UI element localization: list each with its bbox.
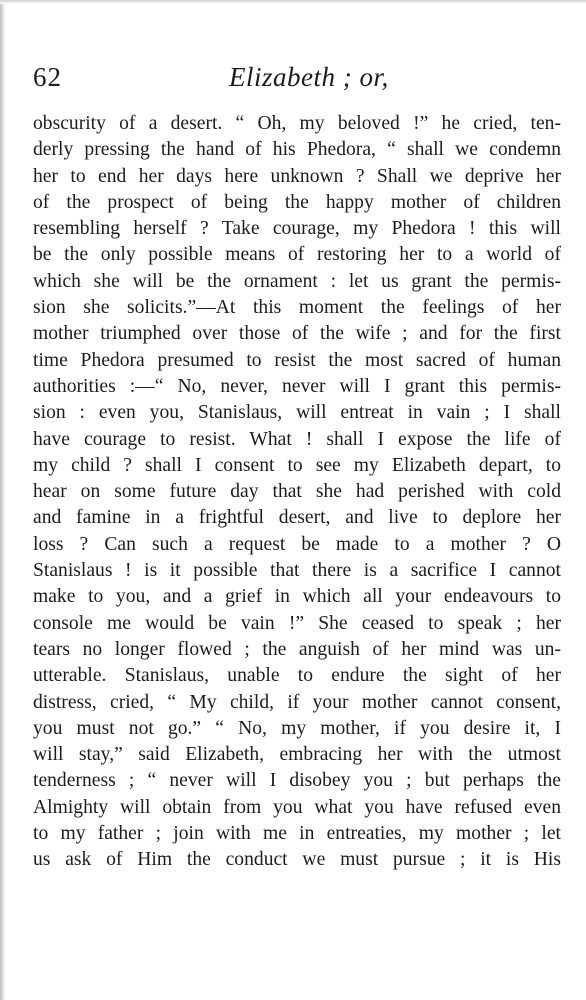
text-line: resembling herself ? Take courage, my Phedora ! this will xyxy=(33,218,561,240)
text-line: derly pressing the hand of his Phedora, “ shall we condemn xyxy=(33,139,561,161)
body-text xyxy=(33,111,561,874)
page-number: 62 xyxy=(33,62,62,92)
text-line: time Phedora presumed to resist the most sacred of human xyxy=(33,349,561,371)
text-line: you must not go.” “ No, my mother, if you desire it, I xyxy=(33,717,561,739)
text-line: sion : even you, Stanislaus, will entreat in vain ; I shall xyxy=(33,402,561,424)
running-head xyxy=(33,62,561,96)
text-line: her to end her days here unknown ? Shall we deprive her xyxy=(33,165,561,187)
page-edge-shadow xyxy=(0,0,6,1000)
text-line: mother triumphed over those of the wife ; and for the first xyxy=(33,323,561,345)
text-line: obscurity of a desert. “ Oh, my beloved !” he cried, ten- xyxy=(33,113,561,134)
text-line: and famine in a frightful desert, and live to deplore her xyxy=(33,507,561,529)
text-line: us ask of Him the conduct we must pursue ; it is His xyxy=(33,849,561,871)
text-line: Almighty will obtain from you what you have refused even xyxy=(33,796,561,818)
text-line: to my father ; join with me in entreaties, my mother ; let xyxy=(33,823,561,845)
text-line: be the only possible means of restoring her to a world of xyxy=(33,244,561,266)
text-line: utterable. Stanislaus, unable to endure the sight of her xyxy=(33,665,561,687)
text-line: loss ? Can such a request be made to a mother ? O xyxy=(33,533,561,555)
text-line: tears no longer flowed ; the anguish of her mind was un- xyxy=(33,638,561,660)
text-line: have courage to resist. What ! shall I expose the life of xyxy=(33,428,561,450)
text-line: make to you, and a grief in which all your endeavours to xyxy=(33,586,561,608)
text-line: will stay,” said Elizabeth, embracing her with the utmost xyxy=(33,744,561,766)
text-line: hear on some future day that she had perished with cold xyxy=(33,481,561,503)
text-line: distress, cried, “ My child, if your mother cannot consent, xyxy=(33,691,561,713)
running-head-title: Elizabeth ; or, xyxy=(229,62,389,92)
text-line: tenderness ; “ never will I disobey you ; but perhaps the xyxy=(33,770,561,792)
text-line: of the prospect of being the happy mother of children xyxy=(33,191,561,213)
text-line: console me would be vain !” She ceased to speak ; her xyxy=(33,612,561,634)
text-line: which she will be the ornament : let us grant the permis- xyxy=(33,270,561,292)
text-line: my child ? shall I consent to see my Elizabeth depart, to xyxy=(33,454,561,476)
page-top-shadow xyxy=(0,0,586,4)
text-line: authorities :—“ No, never, never will I grant this permis- xyxy=(33,375,561,397)
text-line: Stanislaus ! is it possible that there is a sacrifice I cannot xyxy=(33,560,561,582)
text-line: sion she solicits.”—At this moment the feelings of her xyxy=(33,297,561,319)
